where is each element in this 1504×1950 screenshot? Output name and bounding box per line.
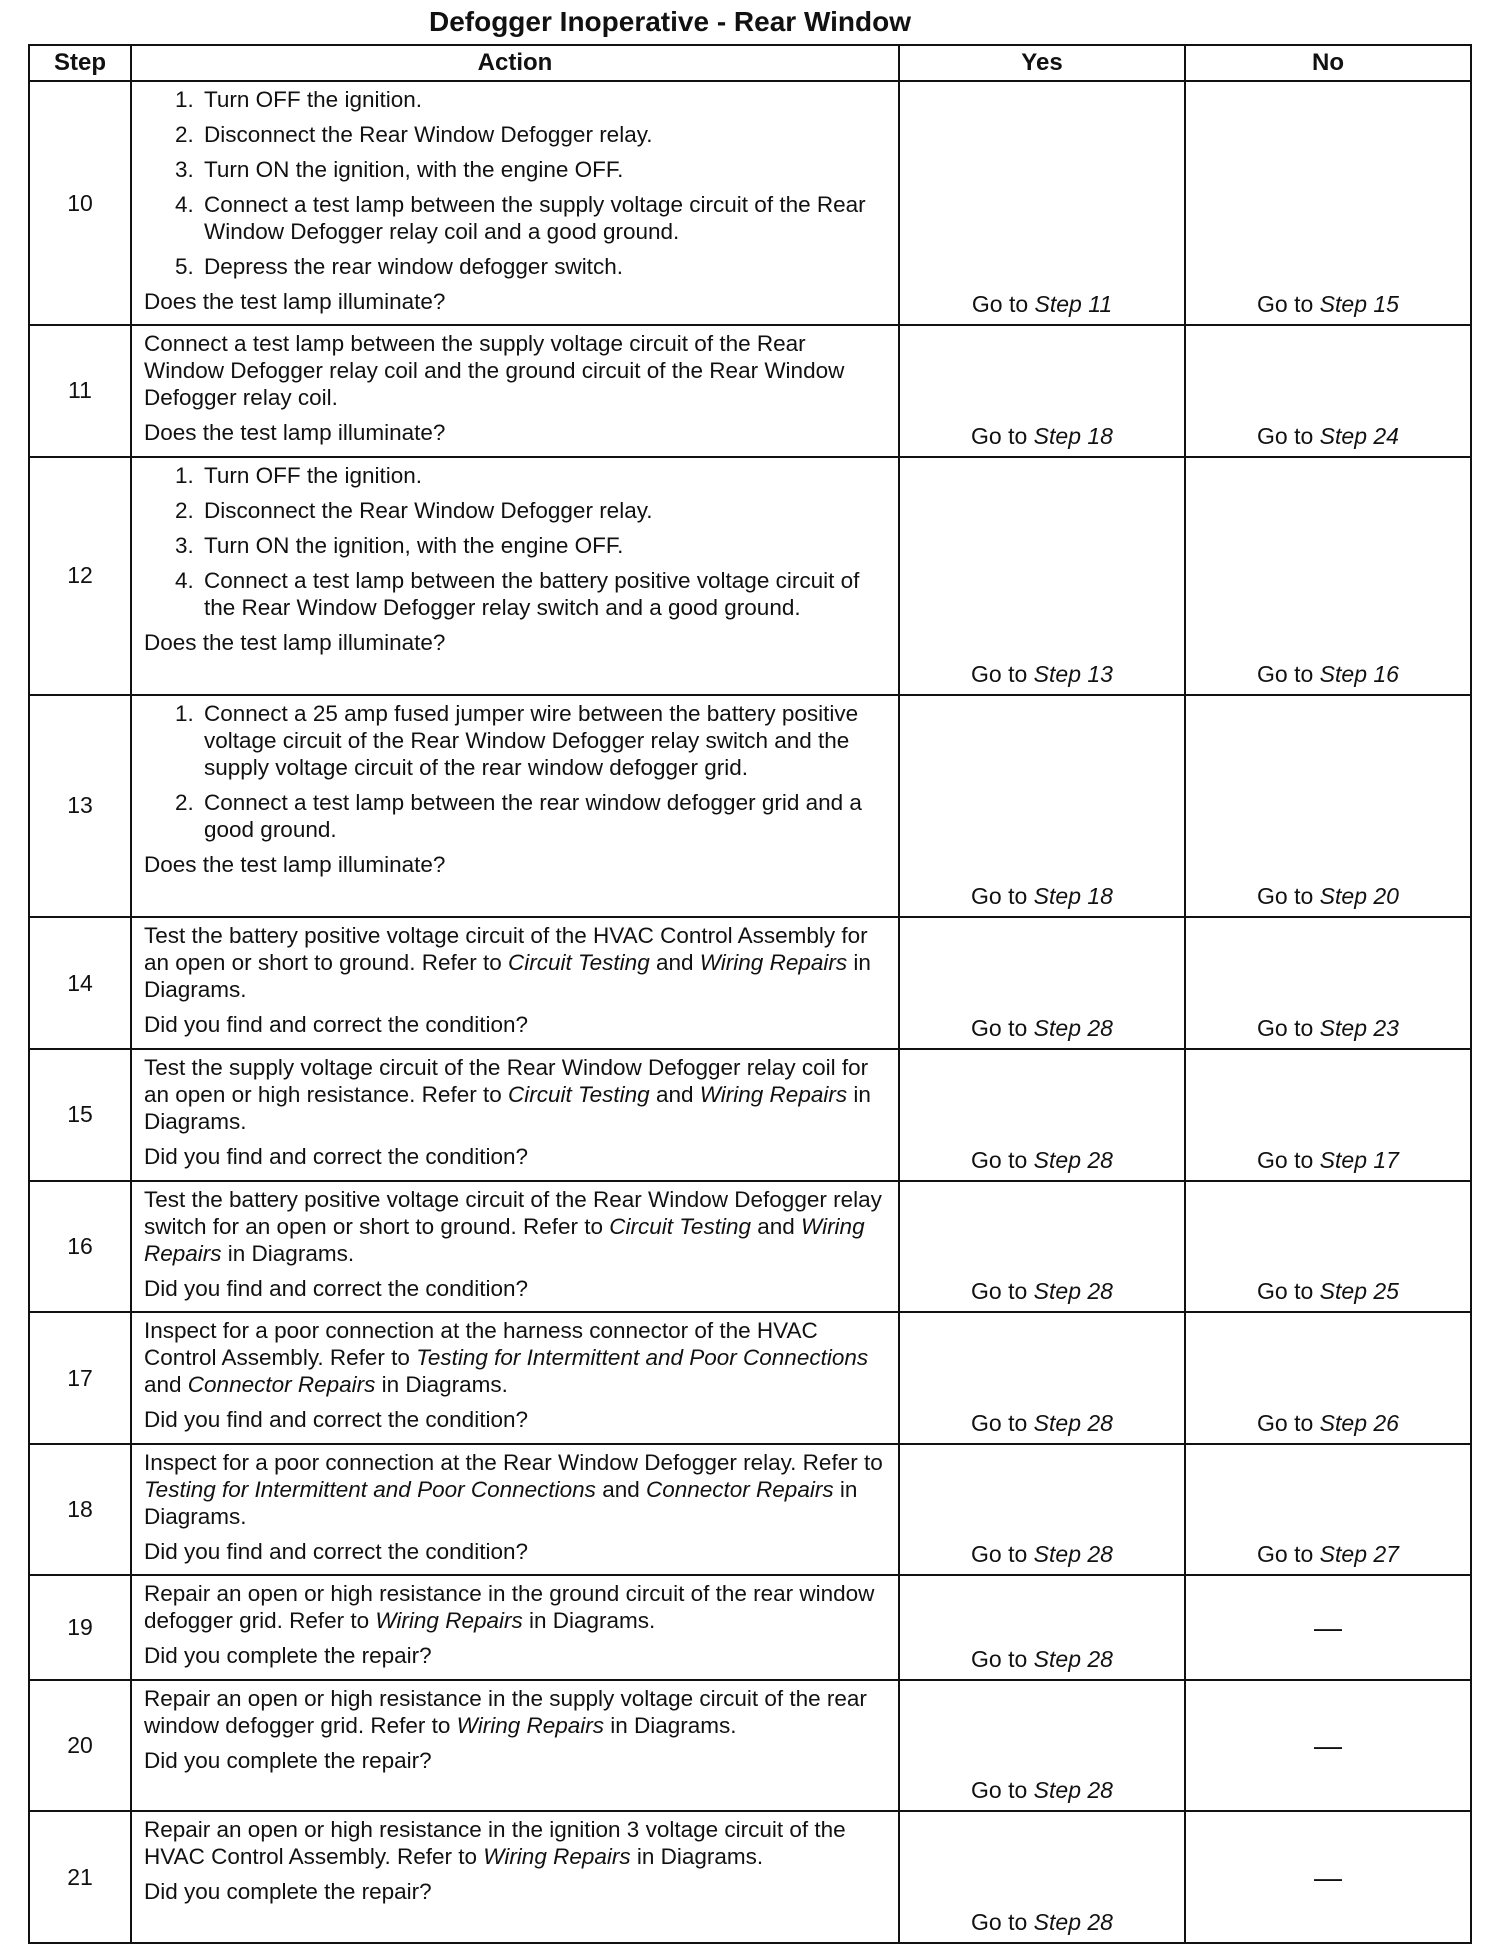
- no-goto-prefix: Go to: [1257, 1409, 1320, 1436]
- action-text: [144, 1580, 888, 1634]
- no-goto-step: Step 24: [1319, 422, 1399, 449]
- action-text-segment: Inspect for a poor connection at the Rear Window Defogger relay. Refer to: [144, 1449, 883, 1475]
- action-cell: [131, 695, 899, 918]
- step-number: 20: [29, 1680, 131, 1812]
- table-row: [29, 1575, 1471, 1679]
- step-number: 12: [29, 457, 131, 695]
- no-cell: [1185, 81, 1471, 325]
- action-text-segment: in Diagrams.: [221, 1240, 355, 1266]
- action-text-segment: Test the battery positive voltage circuit of the HVAC Control Assembly for an open or short to ground. Refer to: [144, 923, 868, 976]
- yes-goto-step: Step 28: [1033, 1014, 1113, 1041]
- action-question: Did you complete the repair?: [144, 1643, 432, 1669]
- no-cell: [1185, 695, 1471, 918]
- step-number: 21: [29, 1811, 131, 1943]
- no-dash: —: [1314, 1861, 1342, 1893]
- no-goto-step: Step 15: [1319, 291, 1399, 317]
- no-goto-step: Step 25: [1319, 1278, 1399, 1305]
- yes-goto-step: Step 13: [1033, 660, 1113, 687]
- no-goto-step: Step 23: [1319, 1014, 1399, 1041]
- no-goto-step: Step 26: [1319, 1409, 1399, 1436]
- action-step: 2. Disconnect the Rear Window Defogger relay.: [200, 497, 888, 524]
- action-step: 2. Connect a test lamp between the rear window defogger grid and a good ground.: [200, 789, 888, 843]
- yes-goto-step: Step 28: [1033, 1541, 1113, 1568]
- action-cell: [131, 1680, 899, 1812]
- action-text: [144, 1816, 888, 1870]
- action-steps-list: [144, 462, 888, 621]
- no-dash: —: [1314, 1730, 1342, 1762]
- action-cell: [131, 1181, 899, 1313]
- step-number: 18: [29, 1444, 131, 1576]
- yes-goto-prefix: Go to: [971, 1909, 1034, 1935]
- yes-goto-step: Step 11: [1034, 291, 1113, 317]
- action-question: Does the test lamp illuminate?: [144, 289, 446, 314]
- action-text-segment: in Diagrams.: [144, 1081, 871, 1134]
- step-number: 19: [29, 1575, 131, 1679]
- no-cell: [1185, 1312, 1471, 1444]
- action-question: Did you find and correct the condition?: [144, 1275, 528, 1301]
- reference-link-text: Wiring Repairs: [699, 950, 848, 976]
- action-text-segment: Test the battery positive voltage circuit of the Rear Window Defogger relay switch for an open or short to ground. Refer to: [144, 1186, 882, 1239]
- action-question: Did you complete the repair?: [144, 1747, 432, 1773]
- no-goto-step: Step 27: [1319, 1541, 1399, 1568]
- action-text: [144, 1186, 888, 1267]
- action-step: 1. Connect a 25 amp fused jumper wire between the battery positive voltage circuit of the Rear Window Defogger relay switch and the supply voltage circuit of the rear window defogger grid.: [200, 700, 888, 781]
- action-text-segment: Repair an open or high resistance in the ground circuit of the rear window defogger grid. Refer to: [144, 1581, 875, 1634]
- action-question: Does the test lamp illuminate?: [144, 629, 446, 655]
- action-question: Did you find and correct the condition?: [144, 1407, 528, 1433]
- action-question: Did you find and correct the condition?: [144, 1012, 528, 1038]
- yes-cell: [899, 1312, 1185, 1444]
- no-goto-prefix: Go to: [1257, 422, 1320, 449]
- step-number: 14: [29, 917, 131, 1049]
- yes-goto-step: Step 28: [1033, 1909, 1113, 1935]
- action-step: 3. Turn ON the ignition, with the engine OFF.: [200, 532, 888, 559]
- action-step: 1. Turn OFF the ignition.: [200, 86, 888, 113]
- table-row: [29, 1680, 1471, 1812]
- no-cell: [1185, 1680, 1471, 1812]
- reference-link-text: Connector Repairs: [187, 1372, 376, 1398]
- reference-link-text: Wiring Repairs: [144, 1213, 865, 1266]
- action-question: Did you complete the repair?: [144, 1879, 432, 1905]
- action-text-segment: in Diagrams.: [144, 1476, 858, 1529]
- no-dash: —: [1314, 1612, 1342, 1644]
- reference-link-text: Wiring Repairs: [699, 1081, 848, 1107]
- yes-goto-step: Step 28: [1033, 1777, 1113, 1804]
- no-cell: [1185, 1049, 1471, 1181]
- no-goto-prefix: Go to: [1257, 660, 1320, 687]
- yes-goto-prefix: Go to: [971, 1146, 1034, 1173]
- table-row: [29, 457, 1471, 695]
- step-number: 16: [29, 1181, 131, 1313]
- no-goto-step: Step 20: [1319, 883, 1399, 910]
- yes-goto-prefix: Go to: [971, 1777, 1034, 1804]
- page-title: Defogger Inoperative - Rear Window: [428, 6, 912, 37]
- action-text-segment: Repair an open or high resistance in the ignition 3 voltage circuit of the HVAC Control Assembly. Refer to: [144, 1817, 846, 1870]
- no-goto-prefix: Go to: [1257, 291, 1320, 317]
- action-question: Does the test lamp illuminate?: [144, 420, 446, 445]
- action-cell: [131, 1811, 899, 1943]
- table-row: [29, 1181, 1471, 1313]
- table-row: [29, 1811, 1471, 1943]
- reference-link-text: Circuit Testing: [507, 1081, 650, 1107]
- action-text-segment: and: [649, 1081, 700, 1107]
- no-goto-prefix: Go to: [1257, 1278, 1320, 1305]
- action-text-segment: in Diagrams.: [630, 1844, 764, 1870]
- action-step: 3. Turn ON the ignition, with the engine OFF.: [200, 156, 888, 183]
- action-text-segment: in Diagrams.: [604, 1712, 737, 1738]
- yes-cell: [899, 1181, 1185, 1313]
- diagnostic-table: [28, 44, 1472, 1944]
- action-step: 5. Depress the rear window defogger switch.: [200, 253, 888, 280]
- no-goto-prefix: Go to: [1257, 1541, 1320, 1568]
- no-cell: [1185, 325, 1471, 457]
- yes-cell: [899, 695, 1185, 918]
- step-number: 13: [29, 695, 131, 918]
- no-goto-prefix: Go to: [1257, 883, 1320, 910]
- action-question: Did you find and correct the condition?: [144, 1538, 528, 1564]
- no-cell: [1185, 1811, 1471, 1943]
- step-number: 11: [29, 325, 131, 457]
- table-row: [29, 81, 1471, 325]
- yes-goto-prefix: Go to: [971, 1278, 1034, 1305]
- action-step: 4. Connect a test lamp between the supply voltage circuit of the Rear Window Defogger relay coil and a good ground.: [200, 191, 888, 245]
- table-row: [29, 325, 1471, 457]
- action-text-segment: and: [144, 1372, 188, 1398]
- reference-link-text: Testing for Intermittent and Poor Connections: [144, 1476, 596, 1502]
- no-goto-step: Step 16: [1319, 660, 1399, 687]
- action-text-segment: in Diagrams.: [144, 950, 871, 1003]
- yes-goto-step: Step 28: [1033, 1278, 1113, 1305]
- action-text-segment: in Diagrams.: [522, 1608, 656, 1634]
- no-goto-step: Step 17: [1319, 1146, 1399, 1173]
- yes-cell: [899, 917, 1185, 1049]
- action-text: [144, 1317, 888, 1398]
- header-yes: Yes: [899, 45, 1185, 81]
- action-text: [144, 330, 888, 411]
- yes-goto-prefix: Go to: [971, 1409, 1034, 1436]
- reference-link-text: Circuit Testing: [507, 950, 650, 976]
- step-number: 15: [29, 1049, 131, 1181]
- reference-link-text: Testing for Intermittent and Poor Connections: [416, 1345, 869, 1371]
- action-text: [144, 1449, 888, 1530]
- step-number: 10: [29, 81, 131, 325]
- yes-cell: [899, 457, 1185, 695]
- action-text: [144, 1054, 888, 1135]
- yes-goto-step: Step 28: [1033, 1409, 1113, 1436]
- no-goto-prefix: Go to: [1257, 1146, 1320, 1173]
- action-question: Does the test lamp illuminate?: [144, 851, 446, 877]
- action-cell: [131, 325, 899, 457]
- no-cell: [1185, 1575, 1471, 1679]
- yes-cell: [899, 1049, 1185, 1181]
- reference-link-text: Connector Repairs: [645, 1476, 834, 1502]
- action-text-segment: Repair an open or high resistance in the supply voltage circuit of the rear window defogger grid. Refer to: [144, 1685, 867, 1738]
- table-row: [29, 1444, 1471, 1576]
- no-cell: [1185, 1444, 1471, 1576]
- yes-goto-prefix: Go to: [971, 1541, 1034, 1568]
- no-cell: [1185, 1181, 1471, 1313]
- yes-cell: [899, 325, 1185, 457]
- action-text-segment: and: [750, 1213, 802, 1239]
- action-text-segment: Connect a test lamp between the supply voltage circuit of the Rear Window Defogger relay coil and the ground circuit of the Rear Window Defogger relay coil.: [144, 331, 845, 410]
- header-step: Step: [29, 45, 131, 81]
- action-text-segment: and: [595, 1476, 646, 1502]
- action-question: Did you find and correct the condition?: [144, 1143, 528, 1169]
- yes-goto-prefix: Go to: [971, 291, 1035, 317]
- action-cell: [131, 1312, 899, 1444]
- no-cell: [1185, 457, 1471, 695]
- yes-goto-prefix: Go to: [971, 422, 1034, 449]
- yes-goto-prefix: Go to: [971, 660, 1034, 687]
- no-goto-prefix: Go to: [1257, 1014, 1320, 1041]
- header-action: Action: [131, 45, 899, 81]
- yes-cell: [899, 1575, 1185, 1679]
- yes-goto-prefix: Go to: [971, 1645, 1034, 1672]
- yes-goto-step: Step 18: [1033, 422, 1113, 449]
- reference-link-text: Wiring Repairs: [483, 1844, 631, 1870]
- action-step: 2. Disconnect the Rear Window Defogger relay.: [200, 121, 888, 148]
- reference-link-text: Wiring Repairs: [375, 1608, 523, 1634]
- action-cell: [131, 81, 899, 325]
- reference-link-text: Wiring Repairs: [456, 1712, 605, 1738]
- action-steps-list: [144, 700, 888, 843]
- table-row: [29, 1049, 1471, 1181]
- action-text-segment: Test the supply voltage circuit of the Rear Window Defogger relay coil for an open or high resistance. Refer to: [144, 1054, 869, 1107]
- yes-cell: [899, 81, 1185, 325]
- action-step: 4. Connect a test lamp between the battery positive voltage circuit of the Rear Window Defogger relay switch and a good ground.: [200, 567, 888, 621]
- action-steps-list: [144, 86, 888, 280]
- yes-cell: [899, 1811, 1185, 1943]
- header-no: No: [1185, 45, 1471, 81]
- yes-goto-prefix: Go to: [971, 1014, 1034, 1041]
- action-text-segment: and: [649, 950, 700, 976]
- action-text: [144, 1685, 888, 1739]
- action-step: 1. Turn OFF the ignition.: [200, 462, 888, 489]
- action-cell: [131, 457, 899, 695]
- action-cell: [131, 1049, 899, 1181]
- table-row: [29, 917, 1471, 1049]
- yes-goto-step: Step 28: [1033, 1645, 1113, 1672]
- yes-goto-step: Step 18: [1033, 883, 1113, 910]
- no-cell: [1185, 917, 1471, 1049]
- action-cell: [131, 1444, 899, 1576]
- step-number: 17: [29, 1312, 131, 1444]
- action-cell: [131, 1575, 899, 1679]
- yes-goto-prefix: Go to: [971, 883, 1034, 910]
- reference-link-text: Circuit Testing: [609, 1213, 751, 1239]
- table-row: [29, 1312, 1471, 1444]
- header-row: [29, 45, 1471, 81]
- action-text: [144, 922, 888, 1003]
- yes-cell: [899, 1680, 1185, 1812]
- table-row: [29, 695, 1471, 918]
- action-text-segment: in Diagrams.: [375, 1372, 508, 1398]
- action-text-segment: Inspect for a poor connection at the harness connector of the HVAC Control Assembly. Refer to: [144, 1318, 818, 1371]
- yes-goto-step: Step 28: [1033, 1146, 1113, 1173]
- yes-cell: [899, 1444, 1185, 1576]
- action-cell: [131, 917, 899, 1049]
